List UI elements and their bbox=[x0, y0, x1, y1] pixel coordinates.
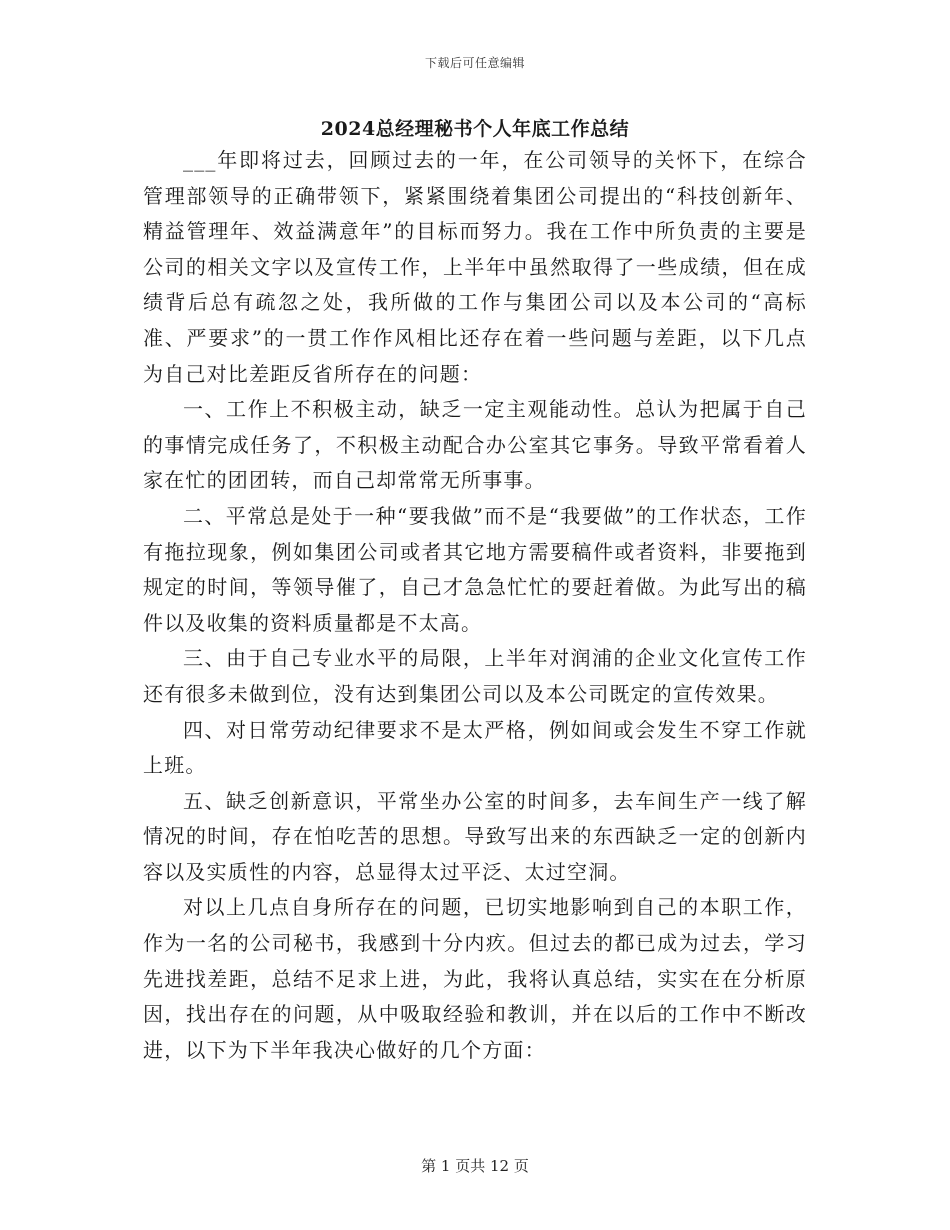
header-note: 下载后可任意编辑 bbox=[424, 56, 525, 70]
document-body bbox=[143, 143, 807, 1068]
issue-paragraph-5: 五、缺乏创新意识，平常坐办公室的时间多，去车间生产一线了解情况的时间，存在怕吃苦的思想。导致写出来的东西缺乏一定的创新内容以及实质性的内容，总显得太过平泛、太过空洞。 bbox=[143, 788, 807, 884]
issue-paragraph-2: 二、平常总是处于一种“要我做”而不是“我要做”的工作状态，工作有拖拉现象，例如集团公司或者其它地方需要稿件或者资料，非要拖到规定的时间，等领导催了，自己才急急忙忙的要赶着做。为此写出的稿件以及收集的资料质量都是不太高。 bbox=[143, 503, 807, 635]
page-footer bbox=[0, 1155, 950, 1176]
intro-paragraph: ___年即将过去，回顾过去的一年，在公司领导的关怀下，在综合管理部领导的正确带领下，紧紧围绕着集团公司提出的“科技创新年、精益管理年、效益满意年”的目标而努力。我在工作中所负责的主要是公司的相关文字以及宣传工作，上半年中虽然取得了一些成绩，但在成绩背后总有疏忽之处，我所做的工作与集团公司以及本公司的“高标准、严要求”的一贯工作作风相比还存在着一些问题与差距，以下几点为自己对比差距反省所存在的问题： bbox=[143, 148, 807, 386]
current-page-number: 1 bbox=[440, 1157, 451, 1175]
issue-paragraph-4: 四、对日常劳动纪律要求不是太严格，例如间或会发生不穿工作就上班。 bbox=[143, 717, 807, 778]
total-page-count: 12 bbox=[490, 1157, 510, 1175]
issue-paragraph-1: 一、工作上不积极主动，缺乏一定主观能动性。总认为把属于自己的事情完成任务了，不积极主动配合办公室其它事务。导致平常看着人家在忙的团团转，而自己却常常无所事事。 bbox=[143, 397, 807, 493]
page-label-suffix: 页 bbox=[513, 1157, 529, 1175]
page-label-prefix: 第 bbox=[421, 1157, 437, 1175]
issue-paragraph-3: 三、由于自己专业水平的局限，上半年对润浦的企业文化宣传工作还有很多未做到位，没有达到集团公司以及本公司既定的宣传效果。 bbox=[143, 646, 807, 706]
document-title: 2024总经理秘书个人年底工作总结 bbox=[320, 118, 630, 140]
page-label-middle: 页共 bbox=[455, 1157, 486, 1175]
conclusion-paragraph: 对以上几点自身所存在的问题，已切实地影响到自己的本职工作，作为一名的公司秘书，我感到十分内疚。但过去的都已成为过去，学习先进找差距，总结不足求上进，为此，我将认真总结，实实在在分析原因，找出存在的问题，从中吸取经验和教训，并在以后的工作中不断改进，以下为下半年我决心做好的几个方面： bbox=[143, 895, 807, 1062]
